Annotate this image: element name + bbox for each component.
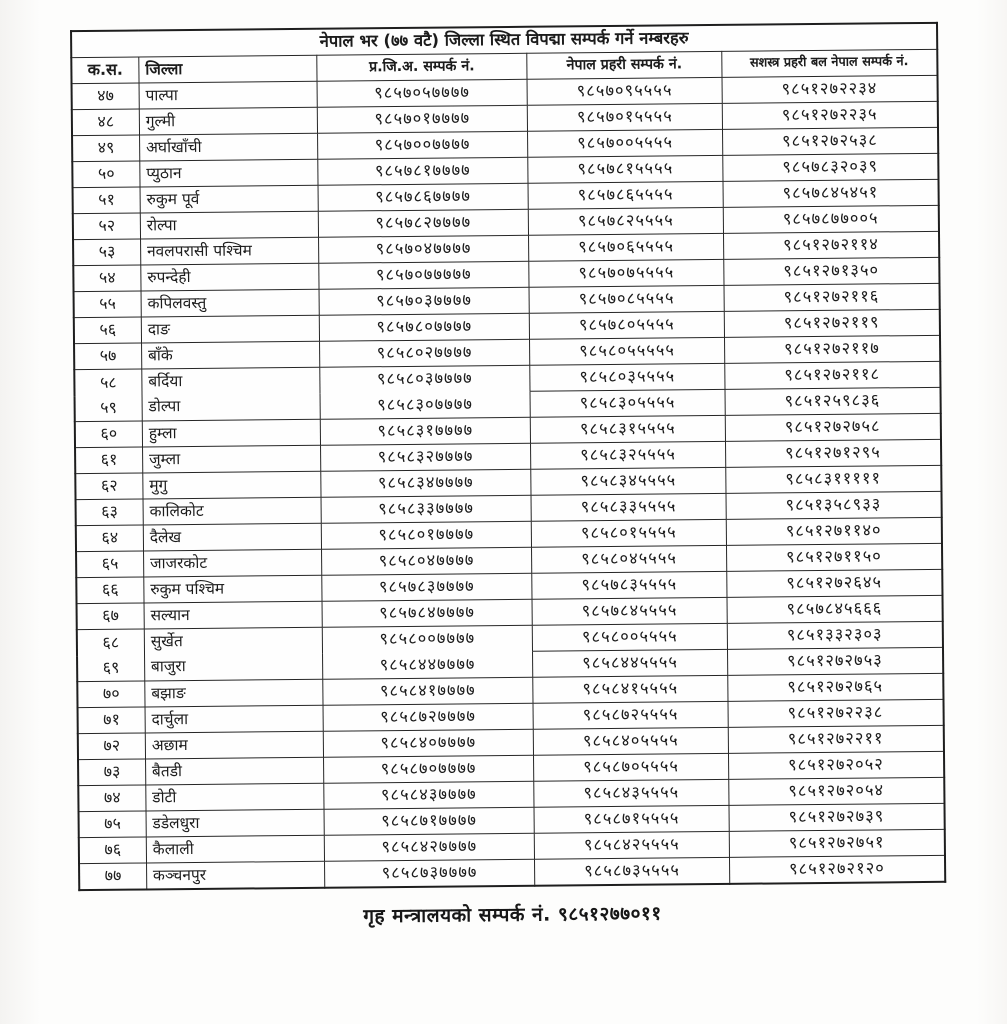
district-name-cell: रुकुम पश्चिम <box>144 575 322 603</box>
cdo-number-cell: ९८५८७०७७७७ <box>323 755 534 783</box>
cdo-number-cell: ९८५८७२७७७७ <box>323 703 534 731</box>
header-district: जिल्ला <box>139 55 317 83</box>
police-number-cell: ९८५७८३५५५५ <box>532 571 727 599</box>
cdo-number-cell: ९८५७८०७७७७ <box>319 313 530 341</box>
police-number-cell: ९८५७८६५५५५ <box>528 181 723 209</box>
serial-number-cell: ७७ <box>79 863 147 890</box>
cdo-number-cell: ९८५७०४७७७७ <box>318 235 529 263</box>
cdo-number-cell: ९८५७८२७७७७ <box>318 209 529 237</box>
apf-number-cell: ९८५७८४५६६६ <box>727 595 943 623</box>
police-number-cell: ९८५७८०५५५५ <box>530 311 725 339</box>
district-name-cell: अछाम <box>145 731 323 759</box>
cdo-number-cell: ९८५८४४७७७७ <box>322 651 533 679</box>
serial-number-cell: ६२ <box>75 473 143 500</box>
cdo-number-cell: ९८५८७३७७७७ <box>324 859 535 888</box>
cdo-number-cell: ९८५८०४७७७७ <box>321 547 532 575</box>
district-name-cell: बाँके <box>141 341 319 369</box>
cdo-number-cell: ९८५७८६७७७७ <box>318 183 529 211</box>
serial-number-cell: ५८ <box>74 369 142 396</box>
cdo-number-cell: ९८५७०३७७७७ <box>319 287 530 315</box>
serial-number-cell: ६४ <box>76 525 144 552</box>
police-number-cell: ९८५७८४५५५५ <box>532 597 727 625</box>
serial-number-cell: ६६ <box>76 577 144 604</box>
police-number-cell: ९८५८३१५५५५ <box>531 415 726 443</box>
apf-number-cell: ९८५१२७१२९५ <box>725 439 941 467</box>
district-name-cell: डडेलधुरा <box>146 809 324 837</box>
serial-number-cell: ६५ <box>76 551 144 578</box>
district-name-cell: प्युठान <box>140 159 318 187</box>
home-ministry-contact-note: गृह मन्त्रालयको सम्पर्क नं. ९८५१२७७०११ <box>363 902 662 928</box>
cdo-number-cell: ९८५७८३७७७७ <box>321 573 532 601</box>
apf-number-cell: ९८५१२७२२३८ <box>728 699 944 727</box>
police-number-cell: ९८५७०९५५५५ <box>527 77 722 105</box>
district-name-cell: बाजुरा <box>144 653 322 681</box>
serial-number-cell: ५१ <box>73 187 141 214</box>
table-body <box>72 75 946 890</box>
header-cdo-contact: प्र.जि.अ. सम्पर्क नं. <box>316 53 527 81</box>
district-name-cell: सुर्खेत <box>144 627 322 655</box>
police-number-cell: ९८५७८१५५५५ <box>528 155 723 183</box>
cdo-number-cell: ९८५७०५७७७७ <box>317 79 528 107</box>
cdo-number-cell: ९८५८३४७७७७ <box>320 469 531 497</box>
district-name-cell: कञ्चनपुर <box>146 861 324 889</box>
serial-number-cell: ७५ <box>79 811 147 838</box>
police-number-cell: ९८५७०१५५५५ <box>528 103 723 131</box>
apf-number-cell: ९८५१२५९८३६ <box>725 387 941 415</box>
cdo-number-cell: ९८५७८१७७७७ <box>317 157 528 185</box>
district-name-cell: जाजरकोट <box>143 549 321 577</box>
district-name-cell: नवलपरासी पश्चिम <box>140 237 318 265</box>
police-number-cell: ९८५८७२५५५५ <box>533 701 728 729</box>
police-number-cell: ९८५८०१५५५५ <box>532 519 727 547</box>
police-number-cell: ९८५८०३५५५५ <box>530 363 725 391</box>
cdo-number-cell: ९८५८४२७७७७ <box>324 833 535 861</box>
apf-number-cell: ९८५१२७२११६ <box>724 283 940 311</box>
police-number-cell: ९८५८०५५५५५ <box>530 337 725 365</box>
cdo-number-cell: ९८५७०१७७७७ <box>317 105 528 133</box>
cdo-number-cell: ९८५८०२७७७७ <box>319 339 530 367</box>
apf-number-cell: ९८५१२७२११८ <box>724 361 940 389</box>
apf-number-cell: ९८५१२७२६४५ <box>726 569 942 597</box>
district-name-cell: रुपन्देही <box>141 263 319 291</box>
serial-number-cell: ६८ <box>77 629 145 656</box>
police-number-cell: ९८५७०६५५५५ <box>529 233 724 261</box>
police-number-cell: ९८५८००५५५५ <box>533 623 728 651</box>
police-number-cell: ९८५७८२५५५५ <box>529 207 724 235</box>
serial-number-cell: ४९ <box>72 135 140 162</box>
table-title: नेपाल भर (७७ वटै) जिल्ला स्थित विपद्मा सम्पर्क गर्ने नम्बरहरु <box>71 23 937 58</box>
apf-number-cell: ९८५१२७२७५८ <box>725 413 941 441</box>
header-police-contact: नेपाल प्रहरी सम्पर्क नं. <box>527 51 722 79</box>
district-name-cell: रुकुम पूर्व <box>140 185 318 213</box>
police-number-cell: ९८५८३३५५५५ <box>531 493 726 521</box>
apf-number-cell: ९८५७८४५४५१ <box>723 179 939 207</box>
district-name-cell: बझाङ <box>145 679 323 707</box>
district-name-cell: डोटी <box>146 783 324 811</box>
apf-number-cell: ९८५१२७२०५२ <box>728 751 944 779</box>
serial-number-cell: ७३ <box>78 759 146 786</box>
serial-number-cell: ४८ <box>72 109 140 136</box>
cdo-number-cell: ९८५७८४७७७७ <box>322 599 533 627</box>
apf-number-cell: ९८५१२७२०५४ <box>728 777 944 805</box>
serial-number-cell: ६९ <box>77 655 145 682</box>
police-number-cell: ९८५८४३५५५५ <box>534 779 729 807</box>
header-serial-number: क.स. <box>71 57 139 84</box>
police-number-cell: ९८५८३४५५५५ <box>531 467 726 495</box>
district-name-cell: बर्दिया <box>142 367 320 395</box>
police-number-cell: ९८५८४१५५५५ <box>533 675 728 703</box>
serial-number-cell: ६० <box>75 421 143 448</box>
cdo-number-cell: ९८५८४०७७७७ <box>323 729 534 757</box>
apf-number-cell: ९८५१२७२२३४ <box>722 75 938 103</box>
header-apf-contact: सशस्त्र प्रहरी बल नेपाल सम्पर्क नं. <box>721 49 937 77</box>
district-name-cell: गुल्मी <box>139 107 317 135</box>
apf-number-cell: ९८५१२७२७५३ <box>727 647 943 675</box>
district-name-cell: दाङ <box>141 315 319 343</box>
apf-number-cell: ९८५१२७२११४ <box>723 231 939 259</box>
district-contact-table <box>70 22 946 891</box>
cdo-number-cell: ९८५८४१७७७७ <box>322 677 533 705</box>
apf-number-cell: ९८५१२७२७५१ <box>729 829 945 857</box>
apf-number-cell: ९८५१३३२३०३ <box>727 621 943 649</box>
serial-number-cell: ७१ <box>78 707 146 734</box>
police-number-cell: ९८५७०७५५५५ <box>529 259 724 287</box>
police-number-cell: ९८५८७०५५५५ <box>534 753 729 781</box>
police-number-cell: ९८५८७१५५५५ <box>534 805 729 833</box>
police-number-cell: ९८५८७३५५५५ <box>535 857 730 885</box>
police-number-cell: ९८५८४०५५५५ <box>534 727 729 755</box>
police-number-cell: ९८५८०४५५५५ <box>532 545 727 573</box>
serial-number-cell: ५९ <box>75 395 143 422</box>
police-number-cell: ९८५८४४५५५५ <box>533 649 728 677</box>
serial-number-cell: ५६ <box>74 317 142 344</box>
district-name-cell: बैतडी <box>145 757 323 785</box>
district-name-cell: कपिलवस्तु <box>141 289 319 317</box>
apf-number-cell: ९८५७८७७००५ <box>723 205 939 233</box>
district-name-cell: मुगु <box>143 471 321 499</box>
cdo-number-cell: ९८५७००७७७७ <box>317 131 528 159</box>
police-number-cell: ९८५७००५५५५ <box>528 129 723 157</box>
apf-number-cell: ९८५१२७२२३५ <box>722 101 938 129</box>
apf-number-cell: ९८५१२७२१२० <box>729 855 945 884</box>
serial-number-cell: ४७ <box>72 83 140 110</box>
cdo-number-cell: ९८५८०१७७७७ <box>321 521 532 549</box>
police-number-cell: ९८५७०८५५५५ <box>529 285 724 313</box>
district-name-cell: दैलेख <box>143 523 321 551</box>
cdo-number-cell: ९८५८०३७७७७ <box>319 365 530 393</box>
district-name-cell: कालिकोट <box>143 497 321 525</box>
apf-number-cell: ९८५१२७११५० <box>726 543 942 571</box>
district-name-cell: जुम्ला <box>142 445 320 473</box>
district-name-cell: अर्घाखाँची <box>139 133 317 161</box>
apf-number-cell: ९८५१२७२७६५ <box>727 673 943 701</box>
district-name-cell: हुम्ला <box>142 419 320 447</box>
police-number-cell: ९८५८४२५५५५ <box>535 831 730 859</box>
cdo-number-cell: ९८५८४३७७७७ <box>323 781 534 809</box>
cdo-number-cell: ९८५८००७७७७ <box>322 625 533 653</box>
cdo-number-cell: ९८५८३०७७७७ <box>320 391 531 419</box>
cdo-number-cell: ९८५८३३७७७७ <box>321 495 532 523</box>
cdo-number-cell: ९८५८३१७७७७ <box>320 417 531 445</box>
serial-number-cell: ५५ <box>74 291 142 318</box>
cdo-number-cell: ९८५७०७७७७७ <box>318 261 529 289</box>
serial-number-cell: ५३ <box>73 239 141 266</box>
apf-number-cell: ९८५१२७११४० <box>726 517 942 545</box>
apf-number-cell: ९८५१२७२७३९ <box>729 803 945 831</box>
serial-number-cell: ७० <box>77 681 145 708</box>
serial-number-cell: ५० <box>72 161 140 188</box>
apf-number-cell: ९८५१२७२११७ <box>724 335 940 363</box>
apf-number-cell: ९८५७८३२०३९ <box>722 153 938 181</box>
table-head <box>71 23 937 84</box>
apf-number-cell: ९८५१३५८९३३ <box>726 491 942 519</box>
serial-number-cell: ६३ <box>76 499 144 526</box>
serial-number-cell: ६१ <box>75 447 143 474</box>
district-name-cell: डोल्पा <box>142 393 320 421</box>
apf-number-cell: ९८५१२७२२११ <box>728 725 944 753</box>
serial-number-cell: ७४ <box>78 785 146 812</box>
serial-number-cell: ५४ <box>73 265 141 292</box>
serial-number-cell: ५७ <box>74 343 142 370</box>
apf-number-cell: ९८५८३१११११ <box>725 465 941 493</box>
district-name-cell: पाल्पा <box>139 81 317 109</box>
serial-number-cell: ७६ <box>79 837 147 864</box>
contact-table-sheet <box>70 22 947 931</box>
serial-number-cell: ५२ <box>73 213 141 240</box>
police-number-cell: ९८५८३०५५५५ <box>530 389 725 417</box>
serial-number-cell: ७२ <box>78 733 146 760</box>
apf-number-cell: ९८५१२७२११९ <box>724 309 940 337</box>
district-name-cell: सल्यान <box>144 601 322 629</box>
cdo-number-cell: ९८५८३२७७७७ <box>320 443 531 471</box>
district-name-cell: दार्चुला <box>145 705 323 733</box>
serial-number-cell: ६७ <box>77 603 145 630</box>
cdo-number-cell: ९८५८७१७७७७ <box>324 807 535 835</box>
district-name-cell: कैलाली <box>146 835 324 863</box>
apf-number-cell: ९८५१२७२५३८ <box>722 127 938 155</box>
district-name-cell: रोल्पा <box>140 211 318 239</box>
police-number-cell: ९८५८३२५५५५ <box>531 441 726 469</box>
apf-number-cell: ९८५१२७१३५० <box>723 257 939 285</box>
